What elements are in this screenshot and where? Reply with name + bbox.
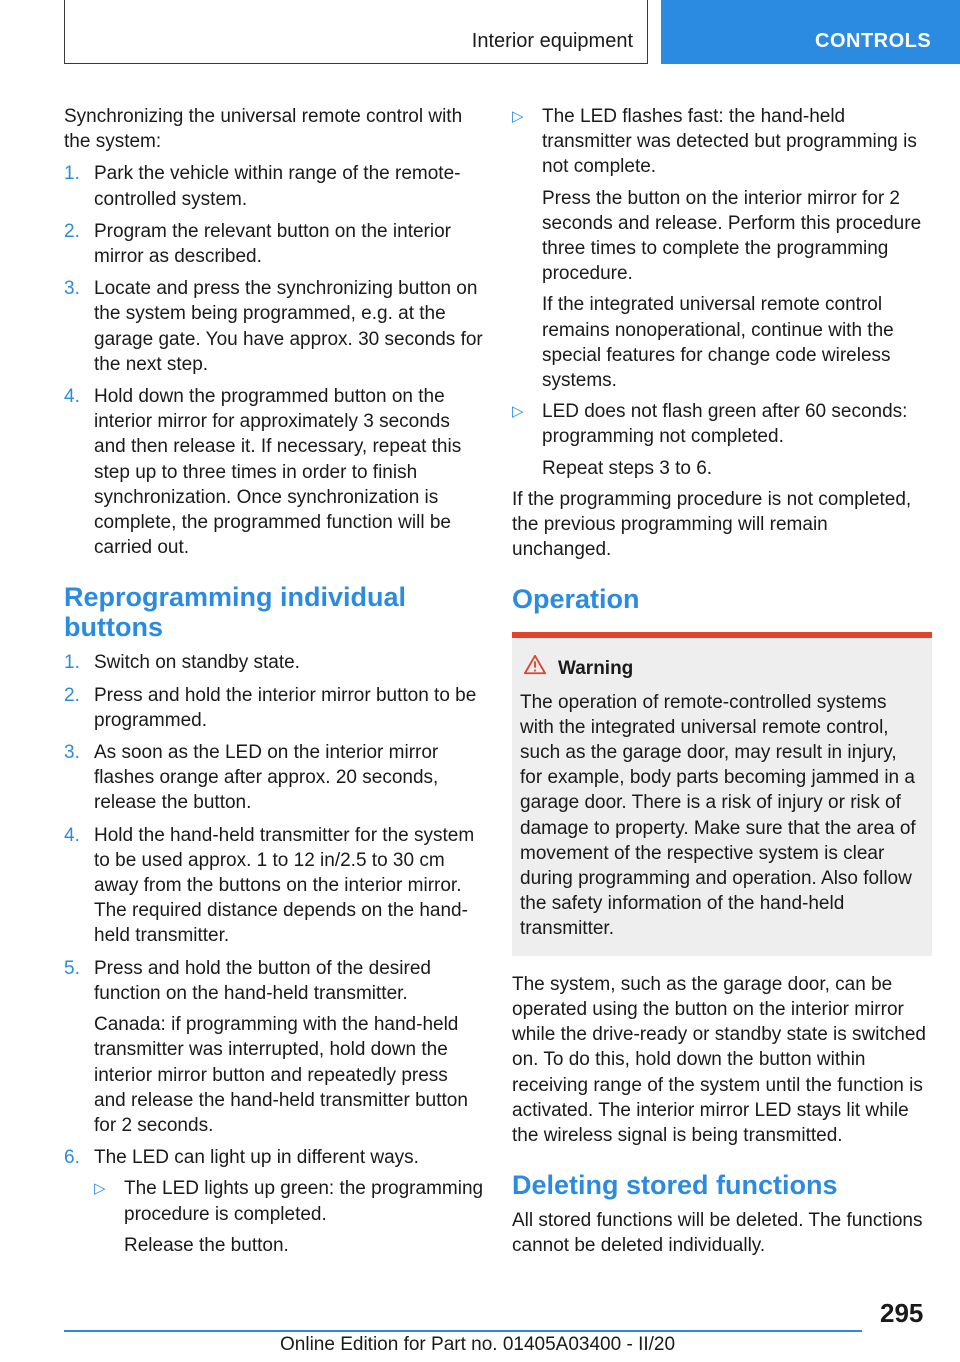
list-item	[512, 399, 932, 481]
sub-item-text: The LED lights up green: the programming procedure is completed.	[124, 1178, 484, 1225]
header-chapter-tab[interactable]	[661, 0, 960, 64]
section-heading-deleting: Deleting stored functions	[512, 1170, 838, 1201]
step-number: 4.	[64, 824, 80, 846]
sub-item-note: Press the button on the interior mirror for 2 seconds and release. Perform this procedure three times to complete the programming procedure.	[542, 187, 922, 285]
step-number: 3.	[64, 742, 80, 764]
triangle-bullet-icon: ▷	[94, 1180, 106, 1198]
sub-item-note: Release the button.	[124, 1234, 289, 1256]
not-completed-note: If the programming procedure is not completed, the previous programming will remain unchanged.	[512, 488, 912, 561]
step-text: As soon as the LED on the interior mirror flashes orange after approx. 20 seconds, release the button.	[94, 742, 439, 814]
list-item	[64, 219, 484, 269]
warning-title	[558, 656, 924, 681]
deleting-text: All stored functions will be deleted. The functions cannot be deleted individually.	[512, 1210, 923, 1257]
step-text: Locate and press the synchronizing button on the system being programmed, e.g. at the garage gate. You have approx. 30 seconds for the next step.	[94, 278, 483, 375]
sub-item-text: LED does not flash green after 60 seconds: programming not completed.	[542, 401, 908, 448]
header-section-title: Interior equipment	[471, 30, 633, 52]
sync-intro: Synchronizing the universal remote control with the system:	[64, 106, 463, 153]
step-number: 1.	[64, 652, 80, 674]
step-text: The LED can light up in different ways.	[94, 1147, 419, 1169]
list-item	[512, 104, 932, 393]
section-heading-operation: Operation	[512, 584, 640, 615]
header-chapter-title: CONTROLS	[815, 30, 932, 52]
step-text: Press and hold the button of the desired function on the hand-held transmitter.	[94, 957, 431, 1004]
warning-box	[512, 632, 932, 955]
step-number: 5.	[64, 957, 80, 979]
left-column	[64, 104, 484, 1265]
step-number: 1.	[64, 163, 80, 185]
sub-item-note: Repeat steps 3 to 6.	[542, 457, 713, 479]
list-item	[94, 1176, 484, 1258]
header-section-box	[64, 0, 648, 64]
reprogramming-steps-list	[64, 650, 484, 1257]
sub-item-note: If the integrated universal remote control remains nonoperational, continue with the special features for change code wireless systems.	[542, 294, 894, 392]
step-text: Switch on standby state.	[94, 652, 300, 674]
sub-item-text: The LED flashes fast: the hand-held transmitter was detected but programming is not complete.	[542, 106, 917, 178]
warning-title-text: Warning	[558, 658, 634, 680]
step-note-canada: Canada: if programming with the hand-held transmitter was interrupted, hold down the interior mirror button and repeatedly press and release the hand-held transmitter button for 2 seconds.	[94, 1014, 468, 1136]
list-item	[64, 1145, 484, 1258]
triangle-bullet-icon: ▷	[512, 403, 524, 421]
step-text: Program the relevant button on the interior mirror as described.	[94, 220, 451, 268]
step-number: 2.	[64, 684, 80, 706]
warning-triangle-icon	[524, 654, 546, 676]
operation-text: The system, such as the garage door, can be operated using the button on the interior mirror while the drive-ready or standby state is switched on. To do this, hold down the button within receiving range of the system until the function is activated. The interior mirror LED stays lit while the wireless signal is being transmitted.	[512, 973, 926, 1146]
led-states-list-continued	[512, 104, 932, 481]
page-number: 295	[880, 1298, 924, 1328]
warning-text: The operation of remote-controlled systems with the integrated universal remote control, such as the garage door, may result in injury, for example, body parts becoming jammed in a garage door. There is a risk of injury or risk of damage to property. Make sure that the area of movement of the respective system is clear during programming and operation. Also follow the safety information of the hand-held transmitter.	[520, 691, 916, 940]
step-number: 6.	[64, 1147, 80, 1169]
step-number: 4.	[64, 386, 80, 408]
step-text: Park the vehicle within range of the remote-controlled system.	[94, 163, 461, 210]
step-number: 3.	[64, 278, 80, 300]
section-heading-reprogramming: Reprogramming individual buttons	[64, 582, 407, 643]
sync-steps-list	[64, 161, 484, 560]
footer-edition: Online Edition for Part no. 01405A03400 - II/20	[280, 1334, 676, 1355]
list-item	[64, 384, 484, 560]
list-item	[64, 823, 484, 949]
triangle-bullet-icon: ▷	[512, 108, 524, 125]
list-item	[64, 161, 484, 211]
step-number: 2.	[64, 220, 80, 242]
list-item	[64, 956, 484, 1138]
footer-divider	[64, 1330, 862, 1332]
step-text: Hold down the programmed button on the interior mirror for approximately 3 seconds and then release it. If necessary, repeat this step up to three times in order to finish synchronization. Once synchronization is complete, the programmed function will be carried out.	[94, 386, 462, 559]
step-text: Press and hold the interior mirror button to be programmed.	[94, 684, 477, 731]
list-item	[64, 740, 484, 816]
list-item	[64, 650, 484, 675]
list-item	[64, 276, 484, 377]
list-item	[64, 683, 484, 733]
step-text: Hold the hand-held transmitter for the system to be used approx. 1 to 12 in/2.5 to 30 cm away from the buttons on the interior mirror. The required distance depends on the hand-held transmitter.	[94, 824, 475, 947]
right-column	[512, 104, 932, 1259]
led-states-list	[94, 1176, 484, 1258]
